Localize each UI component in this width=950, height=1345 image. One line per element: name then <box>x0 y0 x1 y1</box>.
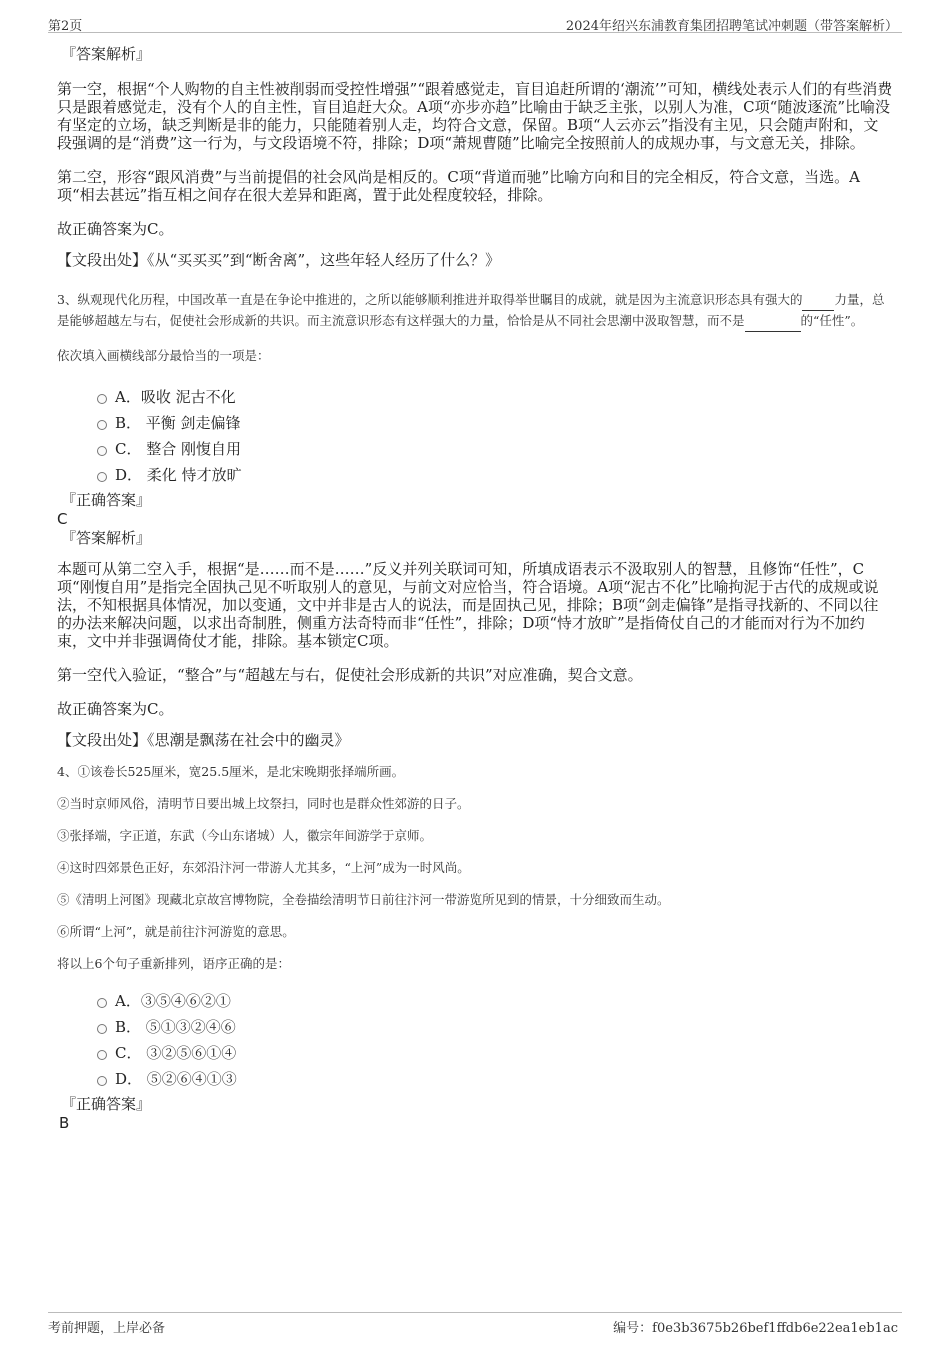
q4-correct-label: 『正确答案』 <box>61 1095 152 1113</box>
q3-instruction: 依次填入画横线部分最恰当的一项是： <box>57 348 270 363</box>
q4-sentence-6: ⑥所谓“上河”，就是前往汴河游览的意思。 <box>57 924 295 939</box>
q3-analysis-p3: 故正确答案为C。 <box>57 700 174 718</box>
q3-correct-label: 『正确答案』 <box>61 491 152 509</box>
document-id: 编号：f0e3b3675b26bef1ffdb6e22ea1eb1ac <box>613 1321 898 1336</box>
q4-instruction: 将以上6个句子重新排列，语序正确的是： <box>57 956 290 971</box>
q4-option-a[interactable]: A．③⑤④⑥②① <box>97 988 893 1014</box>
q3-option-c[interactable]: C． 整合 刚愎自用 <box>97 436 893 462</box>
q4-options <box>57 988 893 1092</box>
q2-analysis-p3: 故正确答案为C。 <box>57 220 174 238</box>
page-footer <box>48 1312 902 1337</box>
radio-icon[interactable] <box>97 472 107 482</box>
q4-sentence-5: ⑤《清明上河图》现藏北京故宫博物院，全卷描绘清明节日前往汴河一带游览所见到的情景，十分细致而生动。 <box>57 892 670 907</box>
q2-analysis-p1: 第一空，根据“个人购物的自主性被削弱而受控性增强”“跟着感觉走，盲目追赶所谓的‘潮流’”可知，横线处表示人们的有些消费只是跟着感觉走，没有个人的自主性，盲目追赶大众。A项“亦步亦趋”比喻由于缺乏主张，以别人为准，C项“随波逐流”比喻没有坚定的立场，缺乏判断是非的能力，只能随着别人走，均符合文意，保留。B项“人云亦云”指没有主见，只会随声附和，文段强调的是“消费”这一行为，与文段语境不符，排除；D项“萧规曹随”比喻完全按照前人的成规办事，与文意无关，排除。 <box>57 80 893 152</box>
page-header <box>48 12 902 33</box>
radio-icon[interactable] <box>97 420 107 430</box>
q3-stem: 3、纵观现代化历程，中国改革一直是在争论中推进的，之所以能够顺利推进并取得举世瞩目的成就，就是因为主流意识形态具有强大的 力量，总是能够超越左与右，促使社会形成新的共识。而主流意识形态有这样强大的力量，恰恰是从不同社会思潮中汲取智慧，而不是 的“任性”。 <box>57 290 893 332</box>
q4-sentence-4: ④这时四郊景色正好，东郊沿汴河一带游人尤其多，“上河”成为一时风尚。 <box>57 860 470 875</box>
q3-options <box>57 384 893 488</box>
q4-option-d[interactable]: D． ⑤②⑥④①③ <box>97 1066 893 1092</box>
q4-sentence-3: ③张择端，字正道，东武（今山东诸城）人，徽宗年间游学于京师。 <box>57 828 433 843</box>
q2-analysis-p2: 第二空，形容“跟风消费”与当前提倡的社会风尚是相反的。C项“背道而驰”比喻方向和目的完全相反，符合文意，当选。A项“相去甚远”指互相之间存在很大差异和距离，置于此处程度较轻，排除。 <box>57 168 860 204</box>
radio-icon[interactable] <box>97 446 107 456</box>
page-number: 第2页 <box>48 19 83 34</box>
q3-option-a[interactable]: A．吸收 泥古不化 <box>97 384 893 410</box>
q3-correct-answer: C <box>57 510 68 528</box>
q4-option-b[interactable]: B． ⑤①③②④⑥ <box>97 1014 893 1040</box>
q3-analysis-p1: 本题可从第二空入手，根据“是……而不是……”反义并列关联词可知，所填成语表示不汲取别人的智慧，且修饰“任性”，C项“刚愎自用”是指完全固执己见不听取别人的意见，与前文对应恰当，符合语境。A项“泥古不化”比喻拘泥于古代的成规或说法，不知根据具体情况，加以变通，文中并非是古人的说法，而是固执己见，排除；B项“剑走偏锋”是指寻找新的、不同以往的办法来解决问题，以求出奇制胜，侧重方法奇特而非“任性”，排除；D项“恃才放旷”是指倚仗自己的才能而对行为不加约束，文中并非强调倚仗才能，排除。基本锁定C项。 <box>57 560 879 650</box>
radio-icon[interactable] <box>97 394 107 404</box>
q3-source: 【文段出处】《思潮是飘荡在社会中的幽灵》 <box>57 731 350 749</box>
q2-analysis-label: 『答案解析』 <box>61 45 152 63</box>
q4-option-c[interactable]: C． ③②⑤⑥①④ <box>97 1040 893 1066</box>
page-content <box>57 44 893 1132</box>
q4-sentence-1: 4、①该卷长525厘米，宽25.5厘米，是北宋晚期张择端所画。 <box>57 764 405 779</box>
q4-sentence-2: ②当时京师风俗，清明节日要出城上坟祭扫，同时也是群众性郊游的日子。 <box>57 796 470 811</box>
q3-analysis-p2: 第一空代入验证，“整合”与“超越左与右，促使社会形成新的共识”对应准确，契合文意。 <box>57 666 643 684</box>
radio-icon[interactable] <box>97 998 107 1008</box>
footer-slogan: 考前押题，上岸必备 <box>48 1321 166 1336</box>
q3-analysis-label: 『答案解析』 <box>61 529 152 547</box>
radio-icon[interactable] <box>97 1076 107 1086</box>
radio-icon[interactable] <box>97 1050 107 1060</box>
q2-source: 【文段出处】《从“买买买”到“断舍离”，这些年轻人经历了什么？》 <box>57 251 501 269</box>
q3-option-b[interactable]: B． 平衡 剑走偏锋 <box>97 410 893 436</box>
document-title: 2024年绍兴东浦教育集团招聘笔试冲刺题（带答案解析） <box>565 19 898 34</box>
q4-correct-answer: B <box>59 1114 70 1132</box>
q3-option-d[interactable]: D． 柔化 恃才放旷 <box>97 462 893 488</box>
radio-icon[interactable] <box>97 1024 107 1034</box>
